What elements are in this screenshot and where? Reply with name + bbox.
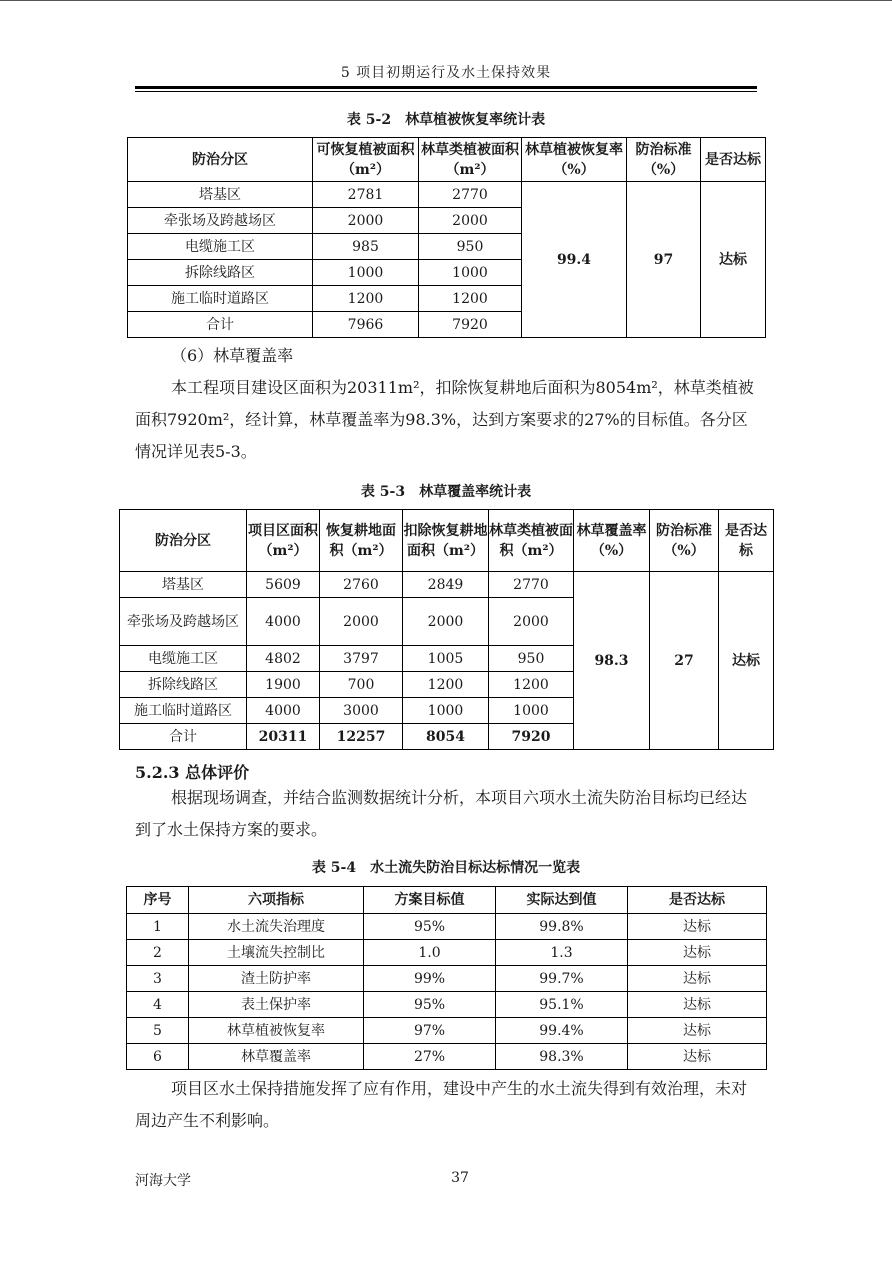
cell: 99.7%: [496, 966, 628, 992]
result-cell: 达标: [701, 182, 766, 338]
cell: 4802: [247, 646, 320, 672]
cell: 2770: [419, 182, 522, 208]
cell: 渣土防护率: [189, 966, 364, 992]
header-cell: 恢复耕地面积（m²）: [320, 510, 403, 572]
cell: 达标: [628, 940, 767, 966]
section-5-2-3-paragraph: 根据现场调查，并结合监测数据统计分析，本项目六项水土流失防治目标均已经达到了水土保持方案的要求。: [135, 788, 748, 839]
table-5-3: [119, 509, 774, 750]
cell: 985: [313, 234, 419, 260]
cell: 2000: [489, 598, 574, 646]
cell: 土壤流失控制比: [189, 940, 364, 966]
cell: 1000: [403, 698, 489, 724]
header-cell: 项目区面积（m²）: [247, 510, 320, 572]
cell: 2849: [403, 572, 489, 598]
header-cell: 林草类植被面积（m²）: [489, 510, 574, 572]
page-top-border: [0, 0, 892, 1]
cell: 2000: [419, 208, 522, 234]
cell: 塔基区: [128, 182, 313, 208]
cell: 95.1%: [496, 992, 628, 1018]
table-5-4: [126, 886, 767, 1070]
table-row: [127, 966, 767, 992]
cell: 塔基区: [120, 572, 247, 598]
table-5-2: [127, 137, 766, 338]
recovery-rate-cell: 99.4: [522, 182, 627, 338]
footer-org: 河海大学: [135, 1173, 191, 1189]
cell: 97%: [364, 1018, 496, 1044]
cell: 拆除线路区: [128, 260, 313, 286]
cell: 99%: [364, 966, 496, 992]
header-cell: 防治标准（%）: [627, 138, 701, 182]
cell: 3: [127, 966, 189, 992]
cell: 95%: [364, 992, 496, 1018]
cell: 7920: [419, 312, 522, 338]
cell: 950: [419, 234, 522, 260]
cell: 12257: [320, 724, 403, 750]
cell: 合计: [128, 312, 313, 338]
cell: 2770: [489, 572, 574, 598]
cell: 合计: [120, 724, 247, 750]
cell: 5: [127, 1018, 189, 1044]
table-row: [127, 940, 767, 966]
cell: 2000: [313, 208, 419, 234]
coverage-rate-cell: 98.3: [574, 572, 650, 750]
cell: 达标: [628, 1018, 767, 1044]
cell: 3000: [320, 698, 403, 724]
cell: 1000: [419, 260, 522, 286]
cell: 7920: [489, 724, 574, 750]
header-cell: 防治分区: [128, 138, 313, 182]
header-cell: 扣除恢复耕地面积（m²）: [403, 510, 489, 572]
cell: 1000: [489, 698, 574, 724]
cell: 1005: [403, 646, 489, 672]
cell: 1000: [313, 260, 419, 286]
cell: 施工临时道路区: [128, 286, 313, 312]
standard-cell: 97: [627, 182, 701, 338]
header-cell: 序号: [127, 887, 189, 914]
cell: 林草覆盖率: [189, 1044, 364, 1070]
cell: 700: [320, 672, 403, 698]
table-row: [127, 1044, 767, 1070]
table-row: [127, 1018, 767, 1044]
section-6-paragraph: 本工程项目建设区面积为20311m²，扣除恢复耕地后面积为8054m²，林草类植被面积7920m²，经计算，林草覆盖率为98.3%，达到方案要求的27%的目标值。各分区情况详见表5-3。: [135, 378, 754, 461]
cell: 4000: [247, 698, 320, 724]
section-6-heading: （6）林草覆盖率: [171, 346, 294, 365]
cell: 950: [489, 646, 574, 672]
cell: 1.0: [364, 940, 496, 966]
cell: 达标: [628, 992, 767, 1018]
cell: 电缆施工区: [128, 234, 313, 260]
cell: 牵张场及跨越场区: [128, 208, 313, 234]
header-rule-thick: [135, 86, 757, 89]
conclusion-paragraph: 项目区水土保持措施发挥了应有作用，建设中产生的水土流失得到有效治理，未对周边产生不利影响。: [135, 1079, 748, 1130]
table-5-3-caption: 表 5-3 林草覆盖率统计表: [360, 484, 532, 500]
page-number: 37: [451, 1170, 469, 1186]
cell: 3797: [320, 646, 403, 672]
cell: 20311: [247, 724, 320, 750]
header-cell: 是否达标: [628, 887, 767, 914]
cell: 林草植被恢复率: [189, 1018, 364, 1044]
table-row: [127, 992, 767, 1018]
header-cell: 是否达标: [701, 138, 766, 182]
header-rule-thin: [135, 91, 757, 92]
cell: 2000: [403, 598, 489, 646]
header-cell: 林草植被恢复率（%）: [522, 138, 627, 182]
cell: 1: [127, 914, 189, 940]
table-row: [127, 914, 767, 940]
cell: 1200: [419, 286, 522, 312]
cell: 牵张场及跨越场区: [120, 598, 247, 646]
cell: 99.4%: [496, 1018, 628, 1044]
cell: 1900: [247, 672, 320, 698]
standard-cell: 27: [650, 572, 719, 750]
table-row: [128, 182, 766, 208]
running-header: 5 项目初期运行及水土保持效果: [340, 65, 552, 81]
cell: 1200: [489, 672, 574, 698]
cell: 4: [127, 992, 189, 1018]
cell: 4000: [247, 598, 320, 646]
cell: 7966: [313, 312, 419, 338]
cell: 98.3%: [496, 1044, 628, 1070]
header-cell: 可恢复植被面积（m²）: [313, 138, 419, 182]
cell: 水土流失治理度: [189, 914, 364, 940]
header-cell: 防治分区: [120, 510, 247, 572]
cell: 电缆施工区: [120, 646, 247, 672]
table-5-2-caption: 表 5-2 林草植被恢复率统计表: [346, 112, 546, 128]
table-5-4-caption: 表 5-4 水土流失防治目标达标情况一览表: [311, 860, 581, 876]
table-row: [120, 572, 774, 598]
cell: 5609: [247, 572, 320, 598]
cell: 拆除线路区: [120, 672, 247, 698]
cell: 表土保护率: [189, 992, 364, 1018]
header-cell: 防治标准（%）: [650, 510, 719, 572]
cell: 95%: [364, 914, 496, 940]
header-cell: 实际达到值: [496, 887, 628, 914]
cell: 1200: [313, 286, 419, 312]
cell: 8054: [403, 724, 489, 750]
cell: 1200: [403, 672, 489, 698]
cell: 2: [127, 940, 189, 966]
cell: 施工临时道路区: [120, 698, 247, 724]
cell: 99.8%: [496, 914, 628, 940]
header-cell: 六项指标: [189, 887, 364, 914]
cell: 6: [127, 1044, 189, 1070]
cell: 27%: [364, 1044, 496, 1070]
cell: 2781: [313, 182, 419, 208]
header-cell: 是否达标: [719, 510, 774, 572]
cell: 1.3: [496, 940, 628, 966]
header-cell: 方案目标值: [364, 887, 496, 914]
header-cell: 林草类植被面积（m²）: [419, 138, 522, 182]
cell: 2760: [320, 572, 403, 598]
cell: 达标: [628, 914, 767, 940]
cell: 达标: [628, 966, 767, 992]
cell: 2000: [320, 598, 403, 646]
result-cell: 达标: [719, 572, 774, 750]
cell: 达标: [628, 1044, 767, 1070]
header-cell: 林草覆盖率（%）: [574, 510, 650, 572]
section-5-2-3-heading: 5.2.3 总体评价: [135, 763, 250, 782]
